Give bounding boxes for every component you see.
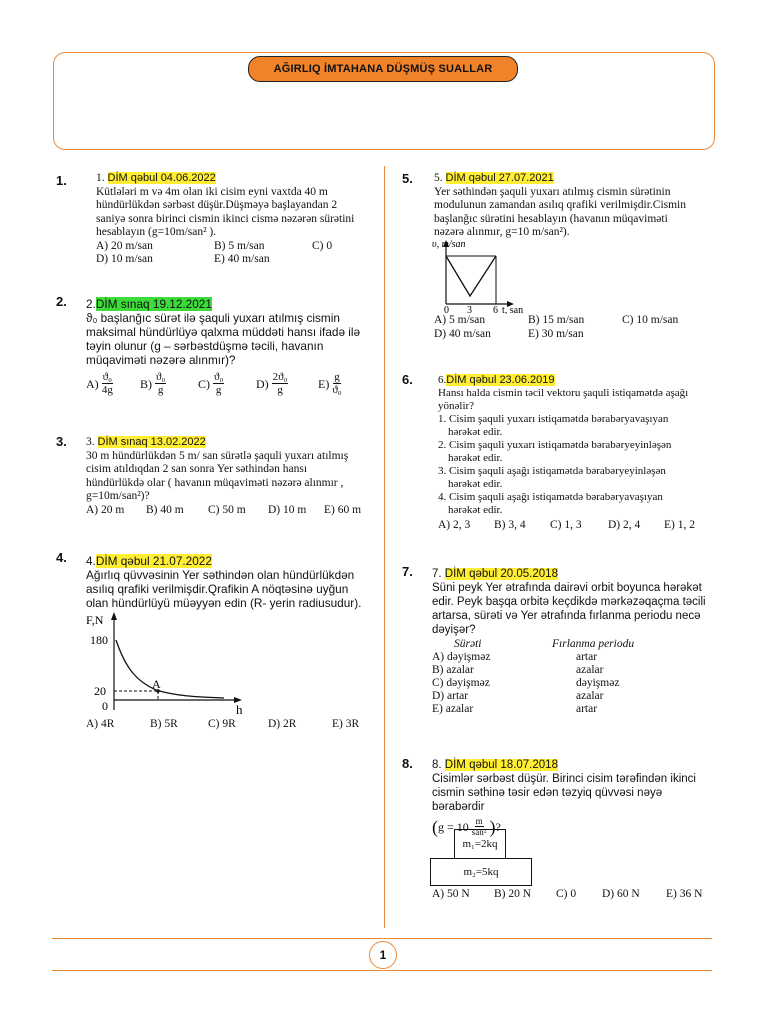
source-tag: DİM qəbul 04.06.2022 <box>107 172 216 184</box>
graph-point-label: A <box>152 677 161 691</box>
column-divider <box>384 166 385 928</box>
question-8: 8. DİM qəbul 18.07.2018 Cisimlər sərbəst düşür. Birinci cisim tərəfindən ikinci cismin səthinə təsir edən təzyiq qüvvəsi nəyə bərabərdir ( g = 10 $\frac{m}{\text{san²}}$ ) ? <box>432 759 696 837</box>
question-number: 3. <box>56 434 67 449</box>
source-tag: DİM qəbul 18.07.2018 <box>444 759 558 771</box>
source-tag: DİM sınaq 19.12.2021 <box>95 297 212 311</box>
block-m1: m₁=2kq <box>454 829 506 859</box>
graph-ylabel: υ, m/san <box>432 239 466 250</box>
question-number: 5. <box>402 171 413 186</box>
source-tag: DİM qəbul 20.05.2018 <box>444 568 558 580</box>
question-number: 6. <box>402 372 413 387</box>
question-number: 4. <box>56 550 67 565</box>
graph-ylabel: F,N <box>86 613 104 627</box>
source-tag: DİM sınaq 13.02.2022 <box>97 436 206 448</box>
graph-origin: 0 <box>102 699 108 713</box>
page-number: 1 <box>369 941 397 969</box>
graph-y-tick: 20 <box>94 684 106 698</box>
question-number: 8. <box>402 756 413 771</box>
question-5-answers: A) 5 m/san B) 15 m/san C) 10 m/san D) 40 m/san E) 30 m/san <box>434 314 679 340</box>
question-number: 2. <box>56 294 67 309</box>
question-4: 4.DİM qəbul 21.07.2022 Ağırlıq qüvvəsinin Yer səthindən olan hündürlükdən asılıq qrafiki verilmişdir.Qrafikin A nöqtəsinə uyğun olan hündürlüyü müəyyən edin (R- yerin radiusudur). <box>86 554 362 610</box>
graph-xlabel: t, san <box>502 305 524 314</box>
source-tag: DİM qəbul 21.07.2022 <box>95 554 212 568</box>
source-tag: DİM qəbul 27.07.2021 <box>445 172 554 184</box>
footer-line-top <box>52 938 712 939</box>
graph-y-tick: 180 <box>90 633 108 647</box>
header-banner: AĞIRLIQ İMTAHANA DÜŞMÜŞ SUALLAR <box>248 56 518 82</box>
question-7: 7. DİM qəbul 20.05.2018 Süni peyk Yer ətrafında dairəvi orbit boyunca hərəkət edir. Peyk başqa orbitə keçdikdə mərkəzəqaçma təcili artarsa, sürəti və Yer ətrafında fırlanma periodu necə dəyişər? <box>432 568 706 636</box>
velocity-time-graph <box>432 238 532 314</box>
question-4-answers: A) 4R B) 5R C) 9R D) 2R E) 3R <box>86 718 360 730</box>
question-number: 7. <box>402 564 413 579</box>
question-8-answers: A) 50 N B) 20 N C) 0 D) 60 N E) 36 N <box>432 888 703 900</box>
question-3: 3. DİM sınaq 13.02.2022 30 m hündürlükdən 5 m/ san sürətlə şaquli yuxarı atılmış cisim atıldıqdan 2 san sonra Yer səthindən hansı hündürlükdə olar ( havanın müqaviməti nəzərə alınmır , g=10m/san²)? A) 20 m B) 40 m C) 50 m D) 10 m E) 60 m <box>86 436 362 516</box>
graph-x-tick: 6 <box>493 305 498 314</box>
question-6: 6.DİM qəbul 23.06.2019 Hansı halda cismin təcil vektoru şaquli istiqamətdə aşağı yönəlir? 1. Cisim şaquli yuxarı istiqamətdə bərabəryavaşıyan hərəkət edir. 2. Cisim şaquli yuxarı istiqamətdə bərabəryeyinləşən hərəkət edir. 3. Cisim şaquli aşağı istiqamətdə bərabəryeyinləşən hərəkət edir. 4. Cisim şaquli aşağı istiqamətdə bərabəryavaşıyan hərəkət edir. A) 2, 3 B) 3, 4 C) 1, 3 D) 2, 4 E) 1, 2 <box>438 374 695 531</box>
graph-xlabel: h <box>236 702 243 717</box>
question-1: 1. DİM qəbul 04.06.2022 Kütlələri m və 4m olan iki cisim eyni vaxtda 40 m hündürlükdən sərbəst düşür.Düşməyə başlayandan 2 saniyə sonra birinci cismin ikinci cismə nəzərən sürətini hesablayın (g=10m/san² ). A) 20 m/san B) 5 m/san C) 0 D) 10 m/san E) 40 m/san <box>96 172 355 265</box>
answer-table: Sürəti Fırlanma periodu A) dəyişməz artar B) azalar azalar C) dəyişməz dəyişməz D) artar azalar E) azalar artar <box>432 638 635 715</box>
question-2: 2.DİM sınaq 19.12.2021 ϑ₀ başlanğıc sürət ilə şaquli yuxarı atılmış cismin maksimal hündürlüyə qalxma müddəti hansı ifadə ilə təyin olunur (g – sərbəstdüşmə təcili, havanın müqaviməti nəzərə alınmır)? A) $\frac{\text{ϑ₀}}{4g}$ B) $\frac{\text{ϑ₀}}{g}$ C) $\frac{\text{ϑ₀}}{g}$ D) $\frac{\text{2ϑ₀}}{g}$ E) $\frac{g}{\text{ϑ₀}}$ <box>86 297 361 396</box>
block-m2: m₂=5kq <box>430 858 532 886</box>
source-tag: DİM qəbul 23.06.2019 <box>446 374 555 386</box>
question-number: 1. <box>56 173 67 188</box>
question-5: 5. DİM qəbul 27.07.2021 Yer səthindən şaquli yuxarı atılmış cismin sürətinin modulunun zamandan asılıq qrafiki verilmişdir.Cismin başlanğıc sürətini hesablayın (havanın müqaviməti nəzərə alınmır, g=10 m/san²). <box>434 172 687 238</box>
graph-x-tick: 3 <box>467 305 472 314</box>
graph-x-tick: 0 <box>444 305 449 314</box>
footer-line-bottom <box>52 970 712 971</box>
force-height-graph <box>86 610 286 718</box>
